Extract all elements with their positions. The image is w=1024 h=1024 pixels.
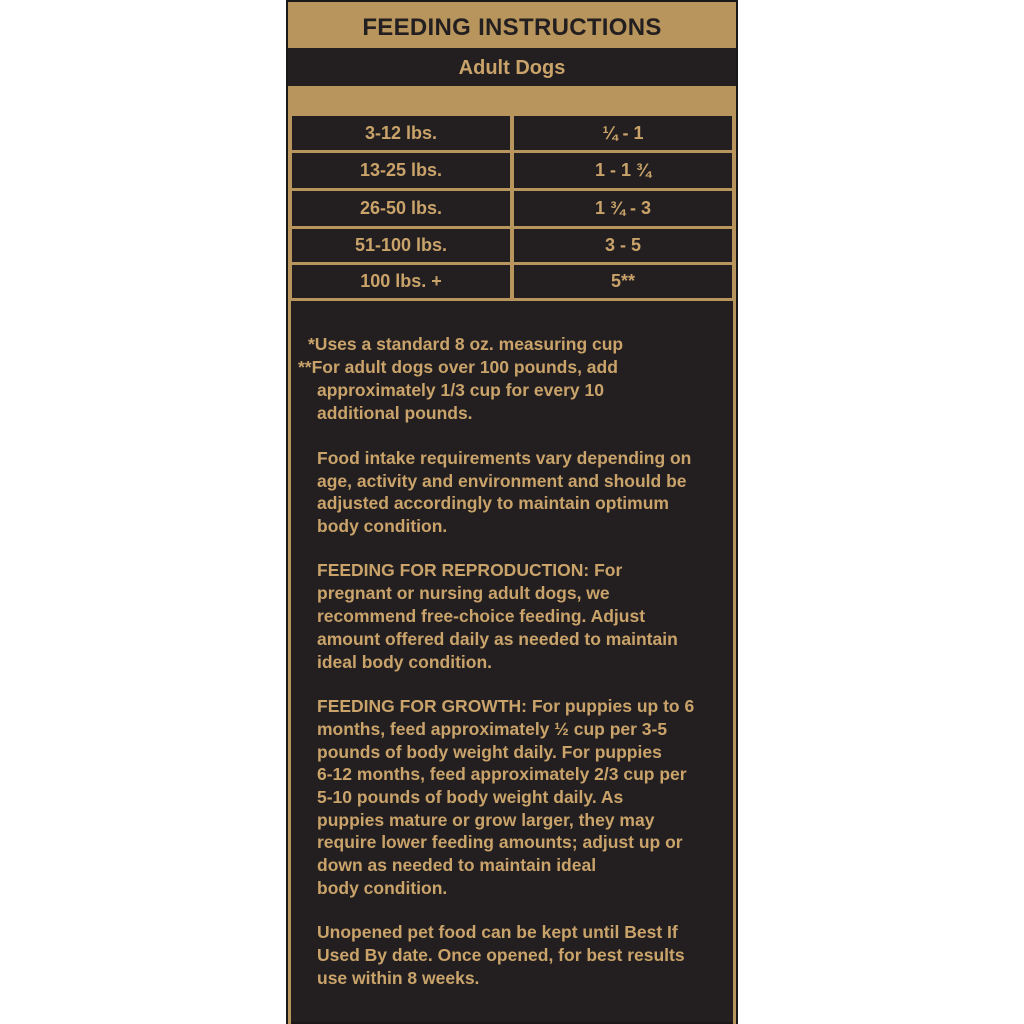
feeding-instructions-panel [286,0,738,1024]
footnote-large-dogs: **For adult dogs over 100 pounds, add [298,357,618,377]
intake-paragraph-line: age, activity and environment and should be [317,471,687,491]
growth-paragraph-line: 6-12 months, feed approximately 2/3 cup per [317,764,687,784]
growth-paragraph-line: FEEDING FOR GROWTH: For puppies up to 6 [317,696,695,716]
growth-paragraph-line: puppies mature or grow larger, they may [317,810,655,830]
instructions-body [288,298,736,1024]
subtitle-band [292,51,732,83]
growth-paragraph-line: 5-10 pounds of body weight daily. As [317,787,624,807]
table-cell-amount: 1 - 1 ¾ [514,153,732,188]
title-band [288,2,736,48]
table-cell-amount: 3 - 5 [514,229,732,262]
storage-paragraph-line: Unopened pet food can be kept until Best If [317,922,678,942]
section-subtitle: Adult Dogs [458,57,566,79]
intake-paragraph-line: body condition. [317,516,448,536]
growth-paragraph-line: months, feed approximately ½ cup per 3-5 [317,719,668,739]
reproduction-paragraph-line: recommend free-choice feeding. Adjust [317,606,646,626]
reproduction-paragraph-line: pregnant or nursing adult dogs, we [317,583,610,603]
feeding-table [288,114,736,298]
table-cell-weight: 51-100 lbs. [292,229,510,262]
table-cell-amount: 1 ¾ - 3 [514,191,732,226]
page-title: FEEDING INSTRUCTIONS [362,14,662,41]
growth-paragraph-line: down as needed to maintain ideal [317,855,597,875]
reproduction-paragraph-line: FEEDING FOR REPRODUCTION: For [317,560,623,580]
intake-paragraph-line: Food intake requirements vary depending on [317,448,692,468]
storage-paragraph-line: use within 8 weeks. [317,968,480,988]
table-cell-amount: ¼ - 1 [514,116,732,150]
footnote-large-dogs-line: additional pounds. [317,403,473,423]
intake-paragraph-line: adjusted accordingly to maintain optimum [317,493,669,513]
gold-divider-band [288,86,736,114]
table-cell-amount: 5** [514,265,732,298]
table-cell-weight: 3-12 lbs. [292,116,510,150]
growth-paragraph-line: require lower feeding amounts; adjust up or [317,832,683,852]
footnote-measuring-cup: *Uses a standard 8 oz. measuring cup [308,334,624,354]
storage-paragraph-line: Used By date. Once opened, for best results [317,945,685,965]
reproduction-paragraph-line: ideal body condition. [317,652,492,672]
footnote-large-dogs-line: approximately 1/3 cup for every 10 [317,380,604,400]
table-cell-weight: 13-25 lbs. [292,153,510,188]
table-cell-weight: 100 lbs. + [292,265,510,298]
reproduction-paragraph-line: amount offered daily as needed to maintain [317,629,678,649]
growth-paragraph-line: pounds of body weight daily. For puppies [317,742,662,762]
growth-paragraph-line: body condition. [317,878,448,898]
table-cell-weight: 26-50 lbs. [292,191,510,226]
